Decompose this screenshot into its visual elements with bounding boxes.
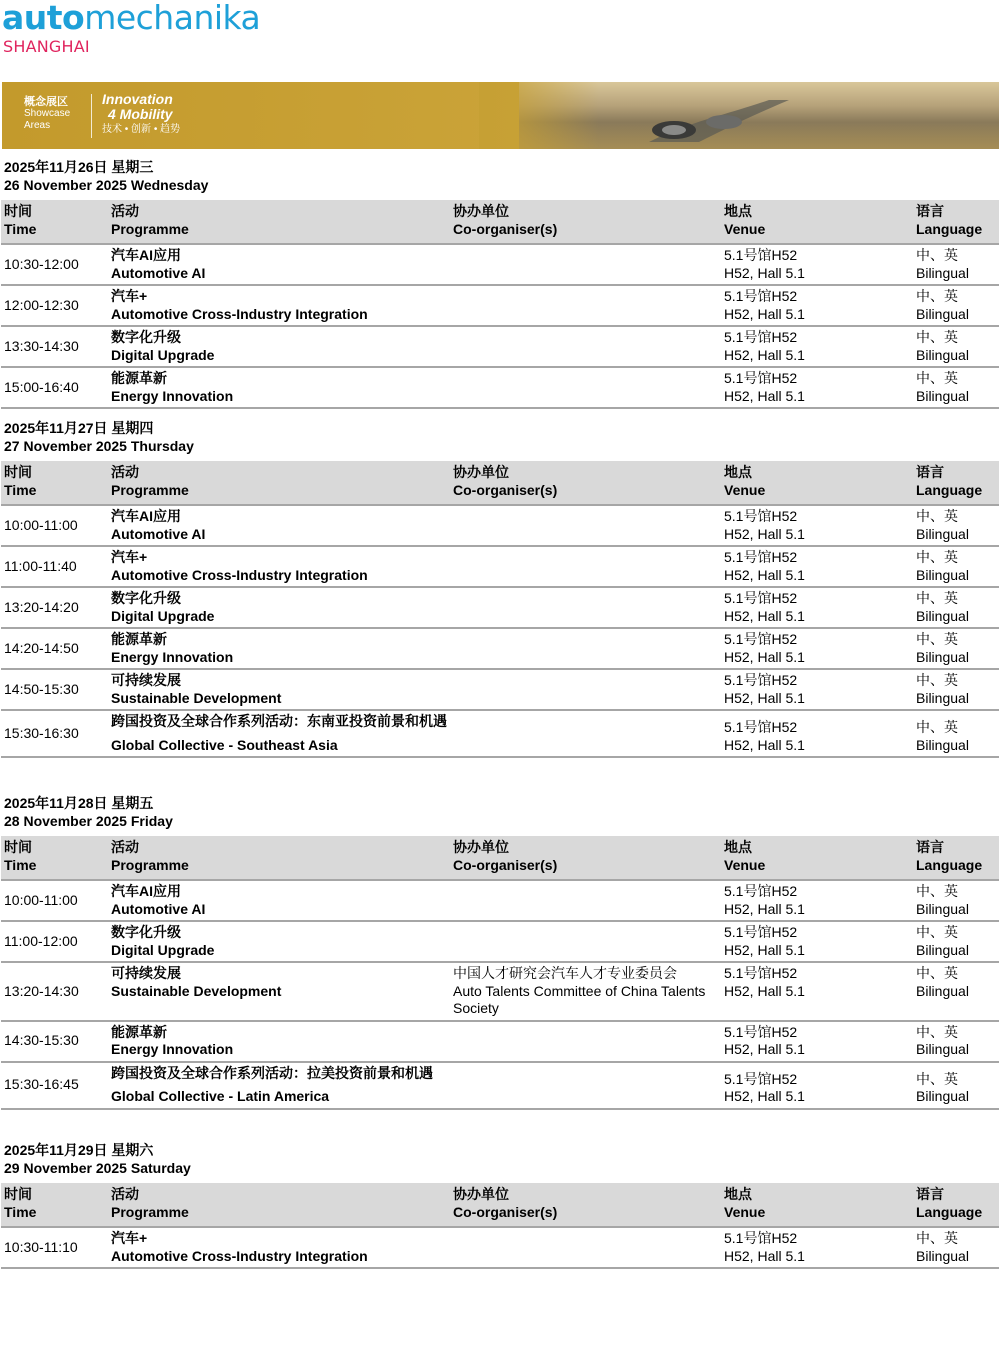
table-row	[1, 669, 999, 710]
cell-language	[913, 326, 999, 367]
day-date-cn: 2025年11月26日 星期三	[4, 159, 154, 175]
cell-venue	[721, 628, 913, 669]
cell-co-organiser	[450, 962, 721, 1021]
venue-en: H52, Hall 5.1	[724, 900, 805, 917]
programme-en: Automotive Cross-Industry Integration	[111, 566, 368, 583]
header-language-cn: 语言	[916, 464, 944, 480]
header-language-en: Language	[916, 481, 983, 498]
language-en: Bilingual	[916, 736, 969, 753]
schedule-table	[1, 836, 999, 1110]
venue-cn: 5.1号馆H52	[724, 1230, 798, 1246]
programme-en: Digital Upgrade	[111, 346, 215, 363]
areas-label-en: Areas	[24, 120, 51, 131]
programme-cn: 汽车AI应用	[111, 508, 181, 524]
header-language	[913, 836, 999, 880]
showcase-label-cn: 概念展区	[24, 96, 68, 108]
cell-programme	[108, 326, 450, 367]
day-title	[4, 158, 208, 194]
cell-co-organiser	[450, 669, 721, 710]
programme-cn: 可持续发展	[111, 965, 181, 981]
table-row	[1, 921, 999, 962]
schedule-table	[1, 1183, 999, 1269]
cell-programme	[108, 710, 450, 757]
table-row	[1, 546, 999, 587]
language-cn: 中、英	[916, 329, 958, 345]
header-programme-cn: 活动	[111, 1186, 139, 1202]
programme-en: Global Collective - Latin America	[111, 1088, 330, 1104]
header-programme-en: Programme	[111, 1203, 189, 1220]
header-programme	[108, 461, 450, 505]
programme-en: Energy Innovation	[111, 648, 234, 665]
header-language-en: Language	[916, 220, 983, 237]
header-co-organiser	[450, 836, 721, 880]
language-en: Bilingual	[916, 1088, 969, 1104]
cell-co-organiser	[450, 285, 721, 326]
cell-language	[913, 367, 999, 408]
showcase-areas-label	[24, 96, 70, 132]
cell-programme	[108, 285, 450, 326]
header-time-cn: 时间	[4, 839, 32, 855]
cell-time: 13:20-14:30	[1, 962, 108, 1021]
header-programme-en: Programme	[111, 481, 189, 498]
venue-cn: 5.1号馆H52	[724, 1023, 798, 1040]
cell-language	[913, 505, 999, 546]
programme-en: Sustainable Development	[111, 982, 282, 999]
programme-en: Automotive Cross-Industry Integration	[111, 305, 368, 322]
programme-en: Sustainable Development	[111, 689, 282, 706]
venue-en: H52, Hall 5.1	[724, 982, 805, 999]
day-title	[4, 794, 173, 830]
cell-programme	[108, 1021, 450, 1062]
table-row	[1, 1062, 999, 1109]
header-language	[913, 200, 999, 244]
table-row	[1, 505, 999, 546]
header-time-en: Time	[4, 856, 37, 873]
cell-venue	[721, 326, 913, 367]
cell-time: 10:30-12:00	[1, 244, 108, 285]
header-co-organiser-en: Co-organiser(s)	[453, 481, 558, 498]
venue-cn: 5.1号馆H52	[724, 329, 798, 345]
cell-co-organiser	[450, 244, 721, 285]
header-time	[1, 1183, 108, 1227]
table-row	[1, 710, 999, 757]
cell-co-organiser	[450, 1062, 721, 1109]
cell-time: 15:30-16:30	[1, 710, 108, 757]
header-co-organiser	[450, 461, 721, 505]
cell-time: 10:00-11:00	[1, 505, 108, 546]
cell-time: 10:30-11:10	[1, 1227, 108, 1268]
header-venue-cn: 地点	[724, 1186, 752, 1202]
header-time-cn: 时间	[4, 1186, 32, 1202]
cell-language	[913, 880, 999, 921]
cell-venue	[721, 367, 913, 408]
language-en: Bilingual	[916, 982, 969, 999]
cell-language	[913, 962, 999, 1021]
cell-co-organiser	[450, 367, 721, 408]
cell-language	[913, 244, 999, 285]
header-language-cn: 语言	[916, 203, 944, 219]
programme-cn: 能源革新	[111, 370, 167, 386]
logo-part-auto: auto	[2, 0, 85, 37]
header-venue-cn: 地点	[724, 839, 752, 855]
language-en: Bilingual	[916, 264, 969, 281]
language-en: Bilingual	[916, 900, 969, 917]
header-co-organiser	[450, 200, 721, 244]
day-title	[4, 419, 194, 455]
venue-en: H52, Hall 5.1	[724, 607, 805, 624]
cell-venue	[721, 1227, 913, 1268]
language-cn: 中、英	[916, 631, 958, 647]
venue-cn: 5.1号馆H52	[724, 549, 798, 565]
cell-programme	[108, 669, 450, 710]
cell-language	[913, 587, 999, 628]
cell-language	[913, 710, 999, 757]
language-cn: 中、英	[916, 965, 958, 981]
language-en: Bilingual	[916, 305, 969, 322]
language-cn: 中、英	[916, 924, 958, 940]
cell-time: 13:30-14:30	[1, 326, 108, 367]
header-programme-en: Programme	[111, 856, 189, 873]
table-row	[1, 962, 999, 1021]
venue-cn: 5.1号馆H52	[724, 631, 798, 647]
programme-cn: 数字化升级	[111, 924, 181, 940]
automechanika-logo	[2, 0, 302, 58]
programme-cn: 汽车AI应用	[111, 247, 181, 263]
venue-en: H52, Hall 5.1	[724, 736, 805, 753]
programme-en: Global Collective - Southeast Asia	[111, 736, 338, 753]
language-cn: 中、英	[916, 370, 958, 386]
cell-venue	[721, 505, 913, 546]
header-time-cn: 时间	[4, 464, 32, 480]
language-cn: 中、英	[916, 719, 958, 735]
day-date-cn: 2025年11月29日 星期六	[4, 1142, 154, 1158]
language-cn: 中、英	[916, 247, 958, 263]
venue-cn: 5.1号馆H52	[724, 672, 798, 688]
header-co-organiser	[450, 1183, 721, 1227]
innovation-title	[102, 92, 180, 137]
cell-programme	[108, 921, 450, 962]
header-venue-en: Venue	[724, 481, 766, 498]
cell-programme	[108, 880, 450, 921]
header-programme-cn: 活动	[111, 464, 139, 480]
programme-cn: 跨国投资及全球合作系列活动：东南亚投资前景和机遇	[111, 713, 447, 729]
cell-time: 13:20-14:20	[1, 587, 108, 628]
venue-en: H52, Hall 5.1	[724, 1247, 805, 1264]
header-venue	[721, 461, 913, 505]
header-time	[1, 461, 108, 505]
programme-cn: 汽车+	[111, 1230, 148, 1246]
header-programme-cn: 活动	[111, 203, 139, 219]
cell-language	[913, 1062, 999, 1109]
day-date-en: 26 November 2025 Wednesday	[4, 177, 209, 193]
header-language-cn: 语言	[916, 1186, 944, 1202]
cell-time: 11:00-11:40	[1, 546, 108, 587]
venue-cn: 5.1号馆H52	[724, 924, 798, 940]
cell-time: 15:00-16:40	[1, 367, 108, 408]
day-date-en: 27 November 2025 Thursday	[4, 438, 194, 454]
table-row	[1, 367, 999, 408]
language-en: Bilingual	[916, 566, 969, 583]
programme-cn: 能源革新	[111, 631, 167, 647]
venue-en: H52, Hall 5.1	[724, 566, 805, 583]
table-row	[1, 1227, 999, 1268]
language-cn: 中、英	[916, 1070, 958, 1087]
road-car-illustration	[629, 92, 829, 142]
table-header-row	[1, 1183, 999, 1227]
venue-en: H52, Hall 5.1	[724, 346, 805, 363]
header-time-en: Time	[4, 481, 37, 498]
header-language-en: Language	[916, 856, 983, 873]
banner-fade	[479, 82, 599, 149]
language-cn: 中、英	[916, 508, 958, 524]
header-venue	[721, 200, 913, 244]
co-organiser-cn: 中国人才研究会汽车人才专业委员会	[453, 965, 677, 981]
header-language-en: Language	[916, 1203, 983, 1220]
cell-venue	[721, 587, 913, 628]
language-cn: 中、英	[916, 549, 958, 565]
cell-language	[913, 546, 999, 587]
cell-programme	[108, 587, 450, 628]
innovation-title-line1: Innovation	[102, 91, 173, 107]
programme-en: Automotive AI	[111, 264, 206, 281]
schedule-table	[1, 200, 999, 409]
header-co-organiser-cn: 协办单位	[453, 839, 509, 855]
header-venue-en: Venue	[724, 220, 766, 237]
cell-programme	[108, 962, 450, 1021]
table-row	[1, 628, 999, 669]
programme-en: Automotive Cross-Industry Integration	[111, 1247, 368, 1264]
cell-venue	[721, 880, 913, 921]
day-title	[4, 1141, 191, 1177]
language-en: Bilingual	[916, 689, 969, 706]
cell-venue	[721, 546, 913, 587]
header-venue-en: Venue	[724, 1203, 766, 1220]
cell-venue	[721, 669, 913, 710]
schedule-table	[1, 461, 999, 758]
header-co-organiser-cn: 协办单位	[453, 203, 509, 219]
cell-co-organiser	[450, 587, 721, 628]
header-programme-en: Programme	[111, 220, 189, 237]
header-co-organiser-en: Co-organiser(s)	[453, 220, 558, 237]
language-en: Bilingual	[916, 346, 969, 363]
header-language	[913, 461, 999, 505]
programme-en: Energy Innovation	[111, 1041, 234, 1057]
venue-en: H52, Hall 5.1	[724, 941, 805, 958]
venue-en: H52, Hall 5.1	[724, 1041, 805, 1057]
header-co-organiser-en: Co-organiser(s)	[453, 856, 558, 873]
cell-time: 14:20-14:50	[1, 628, 108, 669]
language-cn: 中、英	[916, 590, 958, 606]
cell-co-organiser	[450, 326, 721, 367]
header-venue	[721, 1183, 913, 1227]
cell-programme	[108, 546, 450, 587]
header-programme	[108, 1183, 450, 1227]
header-time	[1, 200, 108, 244]
cell-programme	[108, 367, 450, 408]
cell-venue	[721, 962, 913, 1021]
header-co-organiser-cn: 协办单位	[453, 464, 509, 480]
cell-co-organiser	[450, 921, 721, 962]
programme-cn: 汽车AI应用	[111, 883, 181, 899]
programme-en: Automotive AI	[111, 525, 206, 542]
language-en: Bilingual	[916, 941, 969, 958]
cell-venue	[721, 285, 913, 326]
cell-time: 15:30-16:45	[1, 1062, 108, 1109]
header-language-cn: 语言	[916, 839, 944, 855]
cell-time: 14:30-15:30	[1, 1021, 108, 1062]
table-row	[1, 285, 999, 326]
header-language	[913, 1183, 999, 1227]
programme-cn: 跨国投资及全球合作系列活动：拉美投资前景和机遇	[111, 1064, 433, 1081]
co-organiser-en: Auto Talents Committee of China Talents Society	[453, 982, 706, 1016]
header-venue-en: Venue	[724, 856, 766, 873]
innovation-title-cn: 技术 • 创新 • 趋势	[102, 124, 181, 135]
language-en: Bilingual	[916, 1247, 969, 1264]
venue-cn: 5.1号馆H52	[724, 288, 798, 304]
programme-cn: 汽车+	[111, 288, 148, 304]
cell-programme	[108, 1062, 450, 1109]
cell-time: 12:00-12:30	[1, 285, 108, 326]
cell-time: 11:00-12:00	[1, 921, 108, 962]
language-en: Bilingual	[916, 525, 969, 542]
language-cn: 中、英	[916, 883, 958, 899]
programme-cn: 数字化升级	[111, 590, 181, 606]
cell-venue	[721, 1021, 913, 1062]
programme-en: Energy Innovation	[111, 387, 234, 404]
cell-co-organiser	[450, 710, 721, 757]
logo-wordmark	[2, 0, 260, 36]
venue-en: H52, Hall 5.1	[724, 689, 805, 706]
showcase-label-en: Showcase	[24, 108, 71, 119]
header-time-cn: 时间	[4, 203, 32, 219]
venue-en: H52, Hall 5.1	[724, 648, 805, 665]
cell-programme	[108, 1227, 450, 1268]
cell-co-organiser	[450, 505, 721, 546]
cell-time: 10:00-11:00	[1, 880, 108, 921]
header-venue	[721, 836, 913, 880]
cell-language	[913, 669, 999, 710]
cell-language	[913, 1227, 999, 1268]
banner-divider	[91, 94, 92, 138]
table-row	[1, 1021, 999, 1062]
venue-en: H52, Hall 5.1	[724, 305, 805, 322]
language-cn: 中、英	[916, 1230, 958, 1246]
innovation-banner	[2, 82, 999, 149]
cell-language	[913, 1021, 999, 1062]
venue-cn: 5.1号馆H52	[724, 247, 798, 263]
venue-cn: 5.1号馆H52	[724, 508, 798, 524]
cell-venue	[721, 244, 913, 285]
cell-co-organiser	[450, 1227, 721, 1268]
innovation-title-line2: 4 Mobility	[108, 106, 173, 122]
day-date-cn: 2025年11月28日 星期五	[4, 795, 154, 811]
cell-co-organiser	[450, 880, 721, 921]
header-programme	[108, 200, 450, 244]
language-en: Bilingual	[916, 648, 969, 665]
table-row	[1, 587, 999, 628]
header-time	[1, 836, 108, 880]
header-co-organiser-cn: 协办单位	[453, 1186, 509, 1202]
day-date-en: 29 November 2025 Saturday	[4, 1160, 191, 1176]
header-time-en: Time	[4, 220, 37, 237]
programme-en: Automotive AI	[111, 900, 206, 917]
language-en: Bilingual	[916, 607, 969, 624]
header-venue-cn: 地点	[724, 464, 752, 480]
venue-cn: 5.1号馆H52	[724, 719, 798, 735]
table-row	[1, 880, 999, 921]
table-header-row	[1, 836, 999, 880]
programme-en: Digital Upgrade	[111, 941, 215, 958]
table-header-row	[1, 461, 999, 505]
language-cn: 中、英	[916, 1023, 958, 1040]
language-cn: 中、英	[916, 672, 958, 688]
table-header-row	[1, 200, 999, 244]
cell-programme	[108, 505, 450, 546]
venue-cn: 5.1号馆H52	[724, 590, 798, 606]
cell-co-organiser	[450, 546, 721, 587]
header-venue-cn: 地点	[724, 203, 752, 219]
programme-cn: 可持续发展	[111, 672, 181, 688]
header-programme-cn: 活动	[111, 839, 139, 855]
cell-time: 14:50-15:30	[1, 669, 108, 710]
language-en: Bilingual	[916, 387, 969, 404]
venue-en: H52, Hall 5.1	[724, 525, 805, 542]
venue-en: H52, Hall 5.1	[724, 264, 805, 281]
logo-part-mechanika: mechanika	[84, 0, 261, 37]
venue-en: H52, Hall 5.1	[724, 1088, 805, 1104]
cell-programme	[108, 244, 450, 285]
header-co-organiser-en: Co-organiser(s)	[453, 1203, 558, 1220]
day-date-cn: 2025年11月27日 星期四	[4, 420, 154, 436]
table-row	[1, 326, 999, 367]
programme-cn: 能源革新	[111, 1023, 167, 1040]
venue-cn: 5.1号馆H52	[724, 370, 798, 386]
venue-cn: 5.1号馆H52	[724, 883, 798, 899]
day-date-en: 28 November 2025 Friday	[4, 813, 173, 829]
cell-language	[913, 921, 999, 962]
cell-co-organiser	[450, 1021, 721, 1062]
programme-cn: 数字化升级	[111, 329, 181, 345]
header-time-en: Time	[4, 1203, 37, 1220]
cell-venue	[721, 921, 913, 962]
venue-cn: 5.1号馆H52	[724, 965, 798, 981]
logo-subtitle: SHANGHAI	[3, 37, 90, 56]
header-programme	[108, 836, 450, 880]
cell-venue	[721, 1062, 913, 1109]
venue-cn: 5.1号馆H52	[724, 1070, 798, 1087]
table-row	[1, 244, 999, 285]
cell-language	[913, 285, 999, 326]
cell-co-organiser	[450, 628, 721, 669]
cell-programme	[108, 628, 450, 669]
programme-en: Digital Upgrade	[111, 607, 215, 624]
venue-en: H52, Hall 5.1	[724, 387, 805, 404]
language-cn: 中、英	[916, 288, 958, 304]
cell-venue	[721, 710, 913, 757]
language-en: Bilingual	[916, 1041, 969, 1057]
cell-language	[913, 628, 999, 669]
programme-cn: 汽车+	[111, 549, 148, 565]
